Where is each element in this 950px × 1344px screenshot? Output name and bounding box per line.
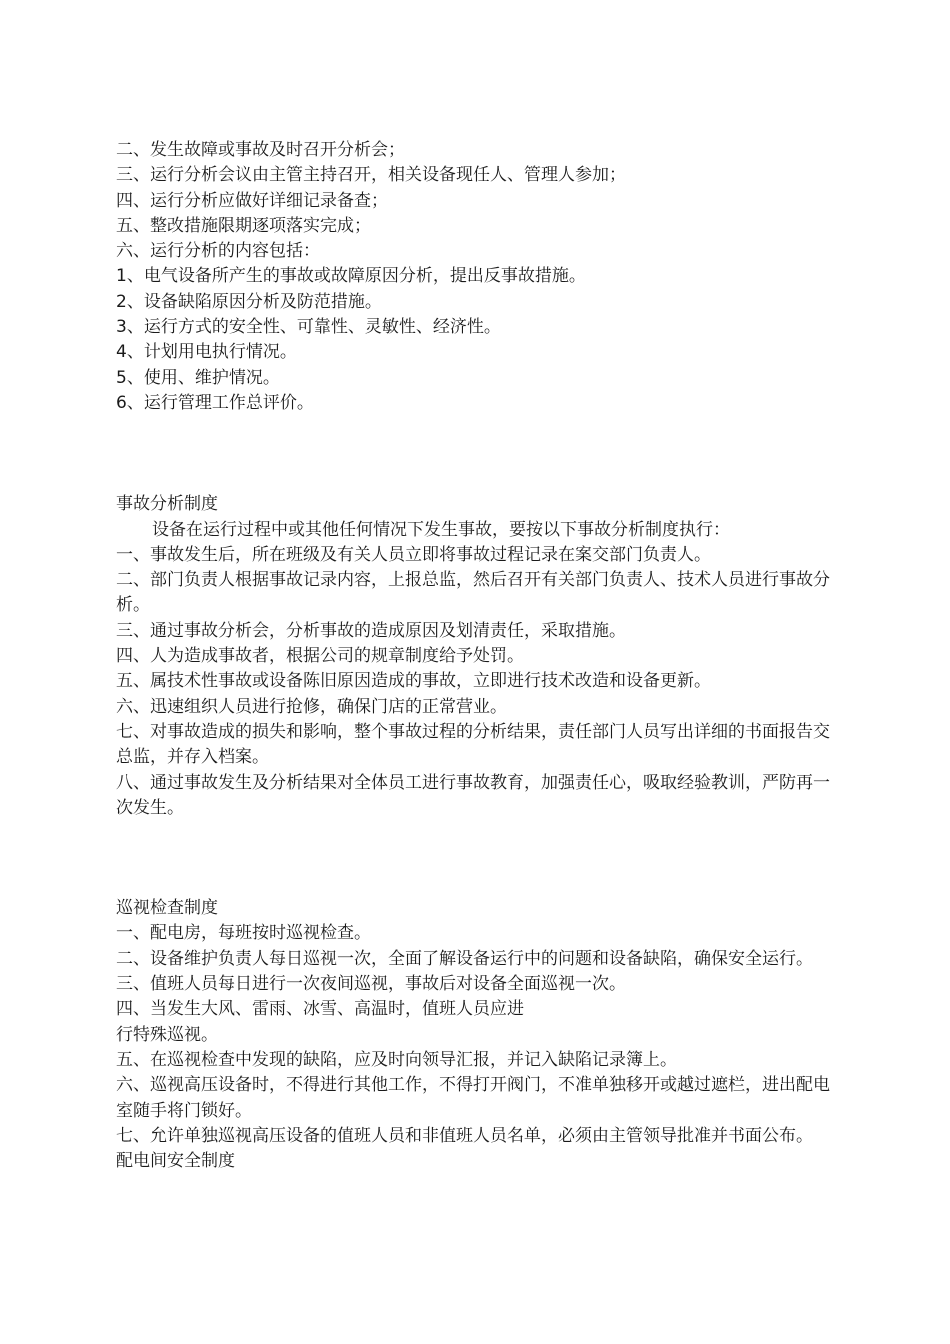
section-spacer — [116, 821, 836, 896]
list-item: 4、计划用电执行情况。 — [116, 342, 297, 363]
list-item: 五、整改措施限期逐项落实完成； — [116, 215, 371, 236]
list-item: 二、设备维护负责人每日巡视一次，全面了解设备运行中的问题和设备缺陷，确保安全运行。 — [116, 948, 813, 969]
list-item: 五、属技术性事故或设备陈旧原因造成的事故，立即进行技术改造和设备更新。 — [116, 671, 711, 692]
list-item: 行特殊巡视。 — [116, 1024, 218, 1045]
document-page — [116, 138, 836, 1174]
list-item: 5、使用、维护情况。 — [116, 367, 280, 388]
list-item: 七、对事故造成的损失和影响，整个事故过程的分析结果，责任部门人员写出详细的书面报告交总监，并存入档案。 — [116, 721, 830, 768]
section-spacer — [116, 416, 836, 492]
list-item: 3、运行方式的安全性、可靠性、灵敏性、经济性。 — [116, 317, 501, 338]
list-item: 2、设备缺陷原因分析及防范措施。 — [116, 291, 382, 312]
list-item: 二、部门负责人根据事故记录内容，上报总监，然后召开有关部门负责人、技术人员进行事故分析。 — [116, 570, 830, 616]
list-item: 三、运行分析会议由主管主持召开，相关设备现任人、管理人参加； — [116, 165, 626, 186]
list-item: 四、运行分析应做好详细记录备查； — [116, 190, 388, 211]
list-item: 四、人为造成事故者，根据公司的规章制度给予处罚。 — [116, 646, 524, 667]
list-item: 二、发生故障或事故及时召开分析会； — [116, 140, 405, 160]
section-title: 巡视检查制度 — [116, 898, 218, 919]
section-title: 事故分析制度 — [116, 494, 218, 515]
runoff-analysis-section — [116, 138, 836, 416]
section-intro: 设备在运行过程中或其他任何情况下发生事故，要按以下事故分析制度执行： — [152, 519, 730, 540]
list-item: 五、在巡视检查中发现的缺陷，应及时向领导汇报，并记入缺陷记录簿上。 — [116, 1049, 677, 1070]
accident-analysis-section — [116, 492, 836, 821]
section-title: 配电间安全制度 — [116, 1151, 235, 1172]
patrol-inspection-section — [116, 896, 836, 1149]
list-item: 一、事故发生后，所在班级及有关人员立即将事故过程记录在案交部门负责人。 — [116, 544, 711, 565]
list-item: 七、允许单独巡视高压设备的值班人员和非值班人员名单，必须由主管领导批准并书面公布。 — [116, 1125, 813, 1146]
list-item: 三、值班人员每日进行一次夜间巡视，事故后对设备全面巡视一次。 — [116, 974, 626, 995]
list-item: 六、巡视高压设备时，不得进行其他工作，不得打开阀门，不准单独移开或越过遮栏，进出配电室随手将门锁好。 — [116, 1075, 830, 1121]
list-item: 6、运行管理工作总评价。 — [116, 392, 314, 413]
list-item: 四、当发生大风、雷雨、冰雪、高温时，值班人员应进 — [116, 999, 524, 1020]
list-item: 六、运行分析的内容包括： — [116, 241, 320, 262]
list-item: 一、配电房，每班按时巡视检查。 — [116, 923, 371, 944]
distribution-room-safety-section — [116, 1149, 836, 1174]
list-item: 八、通过事故发生及分析结果对全体员工进行事故教育，加强责任心，吸取经验教训，严防再一次发生。 — [116, 772, 830, 818]
list-item: 六、迅速组织人员进行抢修，确保门店的正常营业。 — [116, 696, 507, 717]
list-item: 1、电气设备所产生的事故或故障原因分析，提出反事故措施。 — [116, 266, 586, 287]
list-item: 三、通过事故分析会，分析事故的造成原因及划清责任，采取措施。 — [116, 620, 626, 641]
